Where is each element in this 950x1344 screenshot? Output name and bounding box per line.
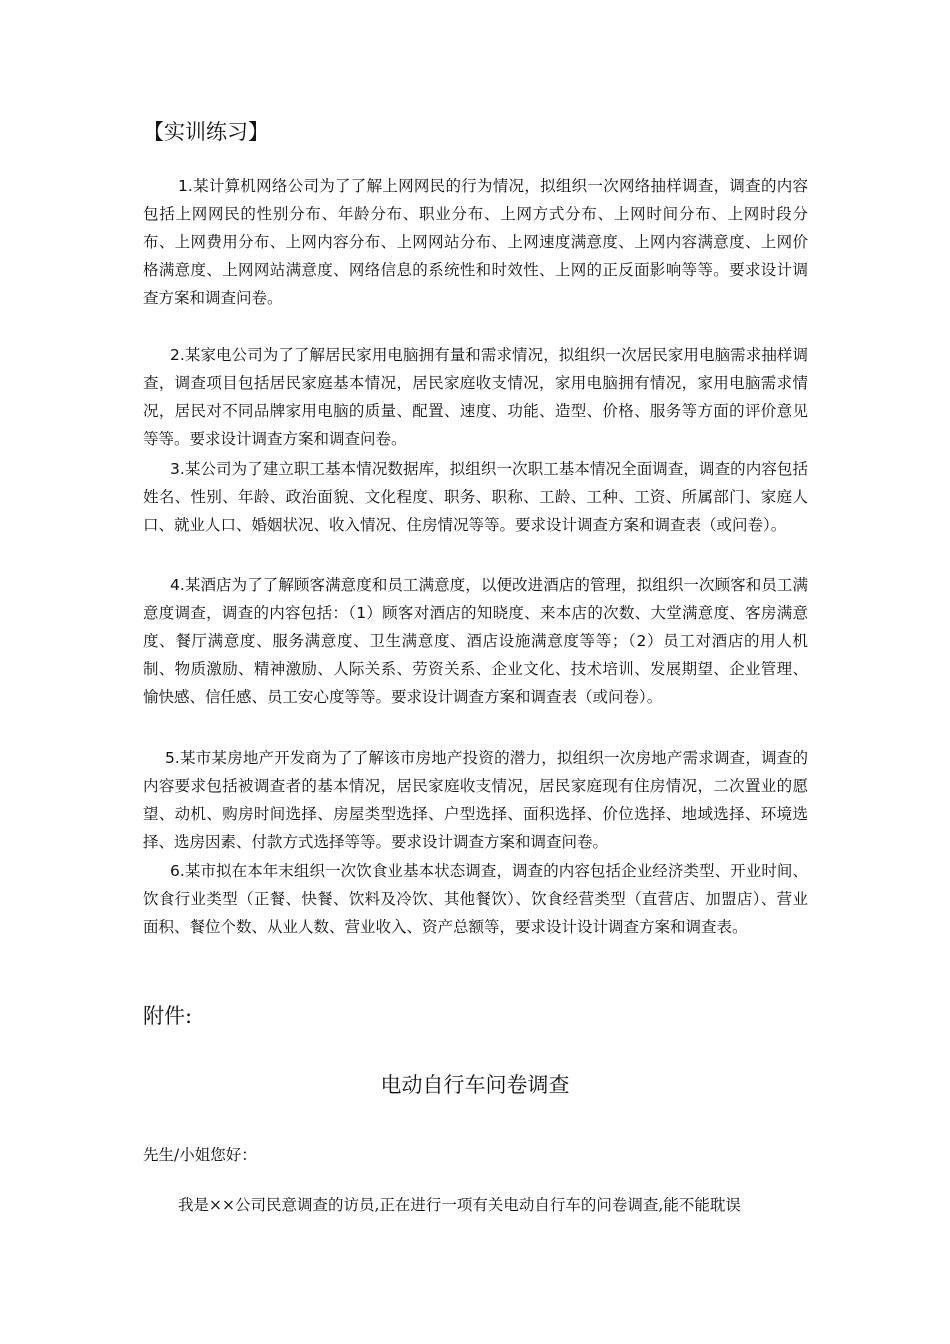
survey-intro: 我是××公司民意调查的访员,正在进行一项有关电动自行车的问卷调查,能不能耽误 (178, 1196, 741, 1214)
exercise-3: 3.某公司为了建立职工基本情况数据库，拟组织一次职工基本情况全面调查，调查的内容包括姓名、性别、年龄、政治面貌、文化程度、职务、职称、工龄、工种、工资、所属部门、家庭人口、就业人口、婚姻状况、收入情况、住房情况等等。要求设计调查方案和调查表（或问卷）。 (143, 460, 808, 534)
exercise-5: 5.某市某房地产开发商为了了解该市房地产投资的潜力，拟组织一次房地产需求调查，调查的内容要求包括被调查者的基本情况，居民家庭收支情况，居民家庭现有住房情况，二次置业的愿望、动机、购房时间选择、房屋类型选择、户型选择、面积选择、价位选择、地域选择、环境选择、选房因素、付款方式选择等等。要求设计调查方案和调查问卷。 (143, 749, 808, 851)
exercise-1: 1.某计算机网络公司为了了解上网网民的行为情况，拟组织一次网络抽样调查，调查的内容包括上网网民的性别分布、年龄分布、职业分布、上网方式分布、上网时间分布、上网时段分布、上网费用分布、上网内容分布、上网网站分布、上网速度满意度、上网内容满意度、上网价格满意度、上网网站满意度、网络信息的系统性和时效性、上网的正反面影响等等。要求设计调查方案和调查问卷。 (143, 177, 808, 307)
exercise-2: 2.某家电公司为了了解居民家用电脑拥有量和需求情况，拟组织一次居民家用电脑需求抽样调查，调查项目包括居民家庭基本情况，居民家庭收支情况，家用电脑拥有情况，家用电脑需求情况，居民对不同品牌家用电脑的质量、配置、速度、功能、造型、价格、服务等方面的评价意见等等。要求设计调查方案和调查问卷。 (143, 346, 808, 448)
attachment-label: 附件: (143, 1004, 193, 1028)
exercise-6: 6.某市拟在本年末组织一次饮食业基本状态调查，调查的内容包括企业经济类型、开业时间、饮食行业类型（正餐、快餐、饮料及冷饮、其他餐饮）、饮食经营类型（直营店、加盟店）、营业面积、餐位个数、从业人数、营业收入、资产总额等，要求设计设计调查方案和调查表。 (143, 862, 808, 936)
survey-greeting: 先生/小姐您好： (143, 1146, 257, 1164)
section-heading: 【实训练习】 (143, 120, 269, 144)
survey-title: 电动自行车问卷调查 (380, 1073, 570, 1097)
exercise-4: 4.某酒店为了了解顾客满意度和员工满意度，以便改进酒店的管理，拟组织一次顾客和员工满意度调查，调查的内容包括：（1）顾客对酒店的知晓度、来本店的次数、大堂满意度、客房满意度、餐厅满意度、服务满意度、卫生满意度、酒店设施满意度等等；（2）员工对酒店的用人机制、物质激励、精神激励、人际关系、劳资关系、企业文化、技术培训、发展期望、企业管理、愉快感、信任感、员工安心度等等。要求设计调查方案和调查表（或问卷）。 (143, 576, 808, 706)
